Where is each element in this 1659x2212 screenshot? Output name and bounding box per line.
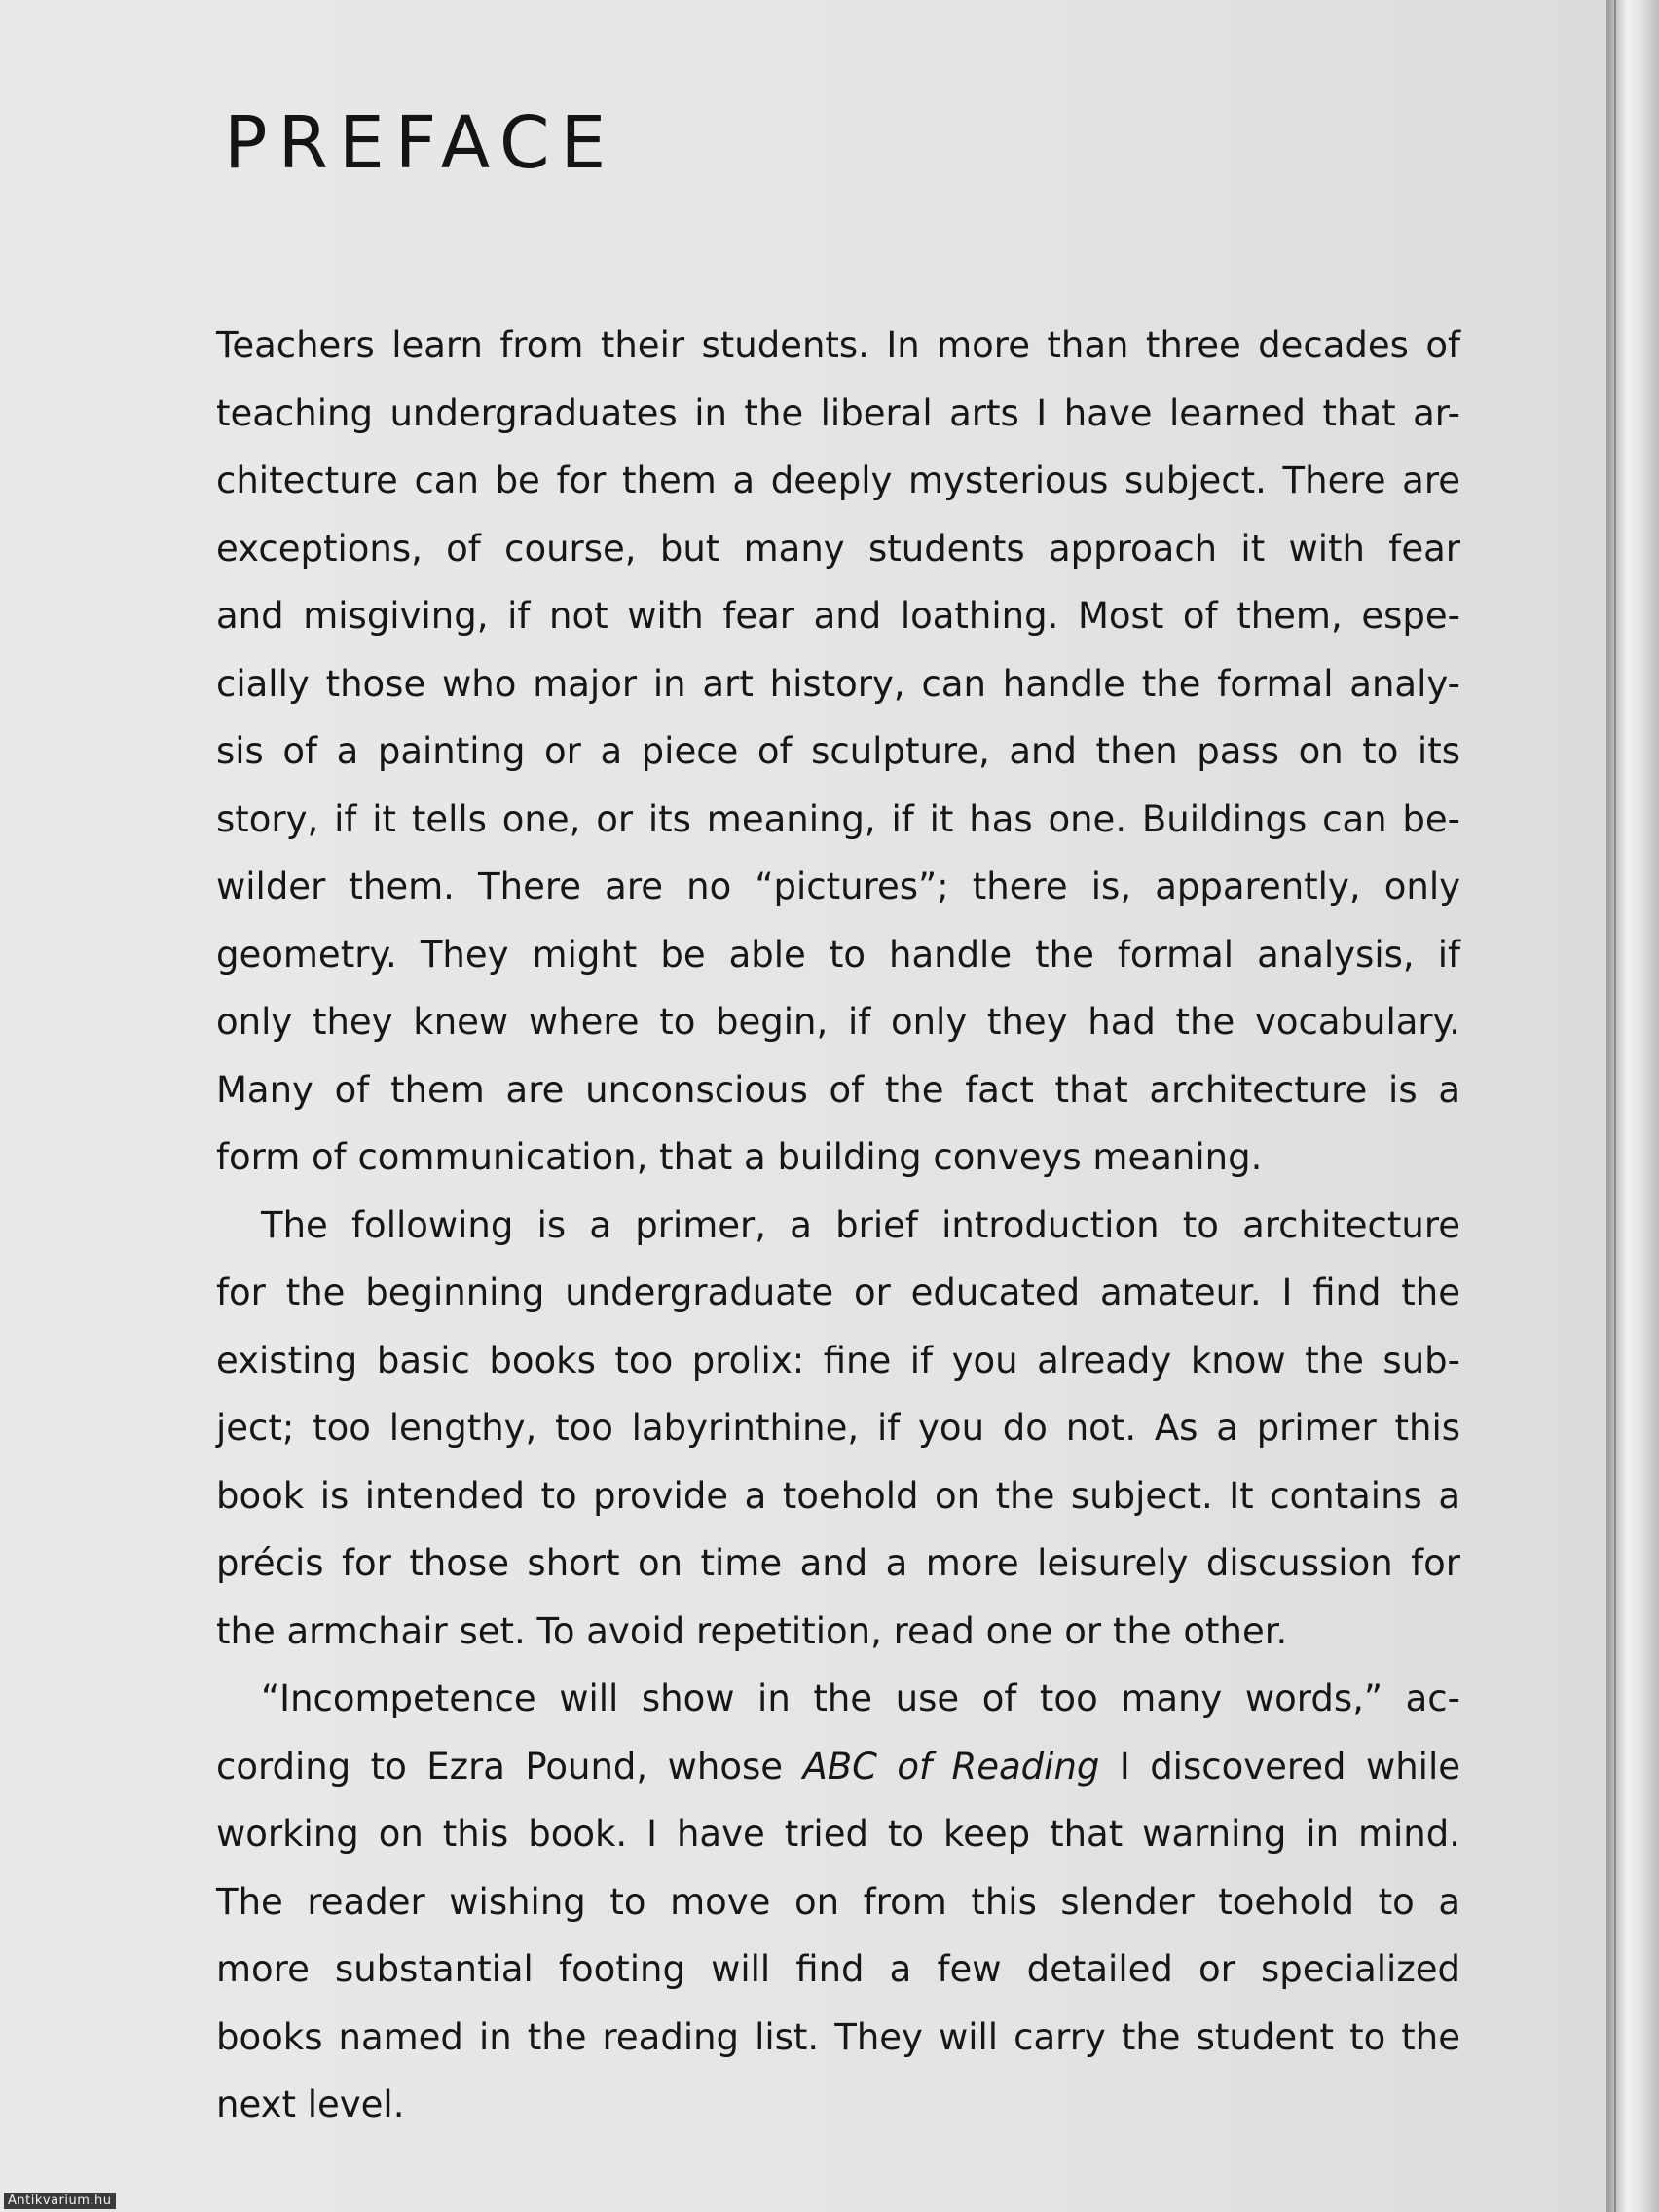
text-line: Teachers learn from their students. In more than three decades of	[216, 324, 1460, 366]
text-line: sis of a painting or a piece of sculpture, and then pass on to its	[216, 730, 1460, 772]
text-line: book is intended to provide a toehold on the subject. It contains a	[216, 1474, 1460, 1517]
text-line: more substantial footing will find a few detailed or specialized	[216, 1948, 1460, 1990]
text-line: geometry. They might be able to handle the formal analysis, if	[216, 933, 1460, 976]
text-line: existing basic books too prolix: fine if you already know the sub-	[216, 1339, 1460, 1382]
preface-body	[216, 312, 1460, 2139]
text-line: The following is a primer, a brief introduction to architecture	[261, 1203, 1460, 1246]
text-line: Many of them are unconscious of the fact that architecture is a	[216, 1068, 1460, 1111]
text-line: and misgiving, if not with fear and loathing. Most of them, espe-	[216, 595, 1460, 637]
text-line: for the beginning undergraduate or educated amateur. I find the	[216, 1272, 1460, 1313]
book-title-italic: ABC of Reading	[802, 1745, 1100, 1788]
watermark: Antikvarium.hu	[4, 2193, 116, 2209]
text-line: teaching undergraduates in the liberal arts I have learned that ar-	[216, 391, 1460, 434]
text-line: wilder them. There are no “pictures”; there is, apparently, only	[216, 866, 1460, 907]
text-line: “Incompetence will show in the use of too many words,” ac-	[261, 1677, 1460, 1719]
text-line: books named in the reading list. They will carry the student to the	[216, 2015, 1460, 2058]
text-line: form of communication, that a building conveys meaning.	[216, 1136, 1263, 1178]
text-line: next level.	[216, 2083, 405, 2125]
text-line: cording to Ezra Pound, whose ABC of Reading I discovered while	[216, 1745, 1460, 1788]
text-line: ject; too lengthy, too labyrinthine, if you do not. As a primer this	[216, 1407, 1460, 1449]
text-line: The reader wishing to move on from this slender toehold to a	[216, 1880, 1460, 1923]
text-line: working on this book. I have tried to keep that warning in mind.	[216, 1813, 1460, 1855]
text-line: only they knew where to begin, if only they had the vocabulary.	[216, 1001, 1460, 1043]
page-title: PREFACE	[224, 101, 617, 185]
page-edge	[1606, 0, 1659, 2212]
text-line: cially those who major in art history, can handle the formal analy-	[216, 662, 1460, 705]
text-line: précis for those short on time and a more leisurely discussion for	[216, 1542, 1460, 1584]
text-line: chitecture can be for them a deeply mysterious subject. There are	[216, 460, 1460, 501]
text-line: story, if it tells one, or its meaning, if it has one. Buildings can be-	[216, 797, 1460, 840]
text-line: exceptions, of course, but many students approach it with fear	[216, 527, 1460, 570]
text-line: the armchair set. To avoid repetition, read one or the other.	[216, 1609, 1288, 1652]
